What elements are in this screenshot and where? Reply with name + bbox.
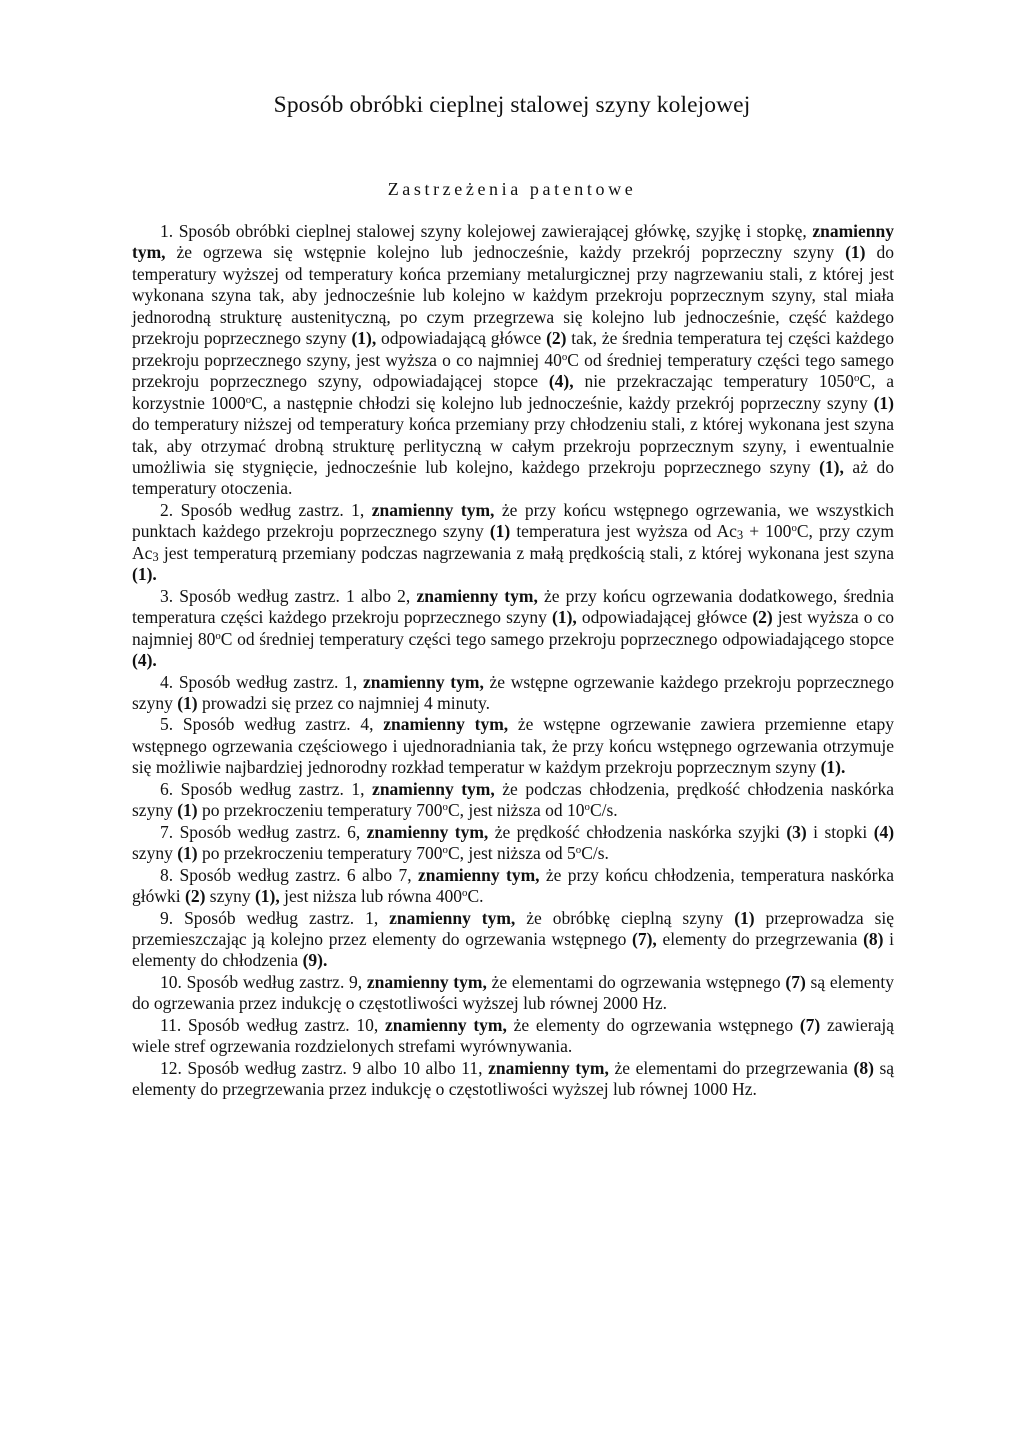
claim-text: C/s. [581,843,609,864]
reference-numeral: (4) [873,821,895,842]
claim-10 [132,972,894,1015]
claim-text: że przy końcu wstępnego ogrzewania, we wszystkich punktach każdego przekroju poprzecznego szyny [132,499,895,542]
claim-keyword: znamienny tym, [417,864,540,885]
claim-keyword: znamienny tym, [132,221,894,263]
reference-numeral: (1), [351,328,377,349]
claim-text: jest wyższa o co najmniej 80 [132,607,895,649]
claim-text: C, a następnie chłodzi się kolejno lub jednocześnie, każdy przekrój poprzeczny szyny [251,392,868,413]
claim-text: że wstępne ogrzewanie każdego przekroju poprzecznego szyny [132,671,894,713]
reference-numeral: (2) [185,886,206,907]
claim-text: po przekroczeniu temperatury 700 [201,800,443,821]
reference-numeral: (1) [873,392,894,413]
claim-text: Sposób według zastrz. 4, [182,714,374,735]
claim-text: C, jest niższa od 10 [447,800,585,821]
claim-text: jest temperaturą przemiany podczas nagrzewania z małą prędkością stali, z której wykonana jest szyna [163,542,895,563]
reference-numeral: (1) [845,242,866,263]
claim-7 [132,822,894,865]
reference-numeral: (1), [552,607,577,628]
claim-number: 6. [160,778,174,799]
reference-numeral: (7), [632,928,657,949]
claim-text: że elementy do ogrzewania wstępnego [513,1014,794,1035]
claim-keyword: znamienny tym, [372,778,495,799]
claim-text: do temperatury wyższej od temperatury końca przemiany metalurgicznej przy nagrzewaniu stali, z której jest wykonana szyna tak, aby jednocześnie lub kolejno w każdym przekroju poprzecznym szyny, stal miała jednorodną strukturę austenityczną, po czym przegrzewa się kolejno lub jednocześnie, część każdego przekroju poprzecznego szyny [132,242,894,349]
claim-text: odpowiadającej główce [581,607,748,628]
claims-list [132,221,894,1101]
claim-number: 10. [160,971,182,992]
claim-text: i stopki [813,821,868,842]
degree-mark: o [561,350,568,363]
degree-mark: o [442,801,448,814]
claim-text: C od średniej temperatury części tego samego przekroju poprzecznego odpowiadającego stopce [220,628,894,649]
claim-text: temperatura jest wyższa od Ac [516,521,737,542]
claim-text: C. [467,886,484,907]
claim-text: Sposób według zastrz. 1, [178,671,358,692]
claim-keyword: znamienny tym, [366,971,487,992]
claim-text: Sposób według zastrz. 9 albo 10 albo 11, [187,1057,483,1078]
claim-text: że przy końcu chłodzenia, temperatura naskórka główki [132,864,895,907]
claim-5 [132,714,894,778]
claim-8 [132,865,894,908]
reference-numeral: (1) [177,843,198,864]
reference-numeral: (1) [177,692,198,713]
claim-number: 9. [160,907,174,928]
reference-numeral: (1). [132,564,157,585]
claim-number: 3. [160,585,174,606]
claim-number: 5. [160,714,174,735]
reference-numeral: (2) [752,607,773,628]
reference-numeral: (7) [799,1014,821,1035]
claim-text: zawierają wiele stref ogrzewania rozdzielonych strefami wyrównywania. [132,1014,894,1057]
claim-number: 8. [160,864,174,885]
degree-mark: o [462,887,468,900]
claim-text: że podczas chłodzenia, prędkość chłodzenia naskórka szyny [132,778,895,821]
reference-numeral: (8) [863,928,884,949]
claim-keyword: znamienny tym, [371,499,495,520]
degree-mark: o [584,801,590,814]
reference-numeral: (3) [786,821,807,842]
claim-keyword: znamienny tym, [416,585,538,606]
reference-numeral: (1) [177,800,198,821]
reference-numeral: (1), [254,886,280,907]
claim-text: jest niższa lub równa 400 [284,886,463,907]
claim-text: C, jest niższa od 5 [447,843,576,864]
claim-text: odpowiadającą główce [381,328,542,349]
claim-text: Sposób według zastrz. 9, [186,971,363,992]
reference-numeral: (9). [302,950,328,971]
claim-text: są elementy do przegrzewania przez indukcję o częstotliwości wyższej lub równej 1000 Hz. [132,1057,895,1100]
claim-text: są elementy do ogrzewania przez indukcję o częstotliwości wyższej lub równej 2000 Hz. [132,971,894,1014]
claim-text: że wstępne ogrzewanie zawiera przemienne etapy wstępnego ogrzewania częściowego i ujednoradniania tak, że przy końcu wstępnego ogrzewania otrzymuje się możliwie najbardziej jednorodny rozkład temperatur w każdym przekroju poprzecznym szyny [132,714,895,778]
claim-text: że elementami do ogrzewania wstępnego [491,971,781,992]
claim-keyword: znamienny tym, [488,1057,609,1078]
claim-text: że prędkość chłodzenia naskórka szyjki [494,821,780,842]
claim-12 [132,1058,894,1101]
claim-number: 4. [160,671,174,692]
claim-text: że obróbkę cieplną szyny [526,907,724,928]
claim-1 [132,221,894,500]
claim-text: że ogrzewa się wstępnie kolejno lub jednocześnie, każdy przekrój poprzeczny szyny [176,242,835,263]
degree-mark: o [791,522,797,535]
claim-text: Sposób według zastrz. 6, [179,821,361,842]
degree-mark: o [215,629,221,642]
claim-text: C od średniej temperatury części tego samego przekroju poprzecznego szyny, odpowiadającej stopce [132,349,894,392]
reference-numeral: (4), [548,371,574,392]
claim-text: prowadzi się przez co najmniej 4 minuty. [201,692,490,713]
claim-text: Sposób według zastrz. 10, [187,1014,379,1035]
reference-numeral: (1) [734,907,755,928]
claim-text: po przekroczeniu temperatury 700 [201,843,443,864]
claim-text: Sposób według zastrz. 1 albo 2, [179,585,411,606]
claim-keyword: znamienny tym, [384,1014,507,1035]
claim-text: Sposób obróbki cieplnej stalowej szyny kolejowej zawierającej główkę, szyjkę i stopkę, [178,221,807,241]
reference-numeral: (1), [819,456,844,477]
claim-text: że przy końcu ogrzewania dodatkowego, średnia temperatura części każdego przekroju poprzecznego szyny [132,585,894,628]
claim-3 [132,586,894,672]
claim-2 [132,500,894,586]
claim-number: 12. [160,1057,182,1078]
claim-number: 1. [160,221,174,241]
claim-text: do temperatury niższej od temperatury końca przemiany przy chłodzeniu stali, z której wykonana jest szyna tak, aby otrzymać drobną strukturę perlityczną w całym przekroju poprzecznym szyny, i ewentualnie umożliwia się stygnięcie, jednocześnie lub kolejno, każdego przekroju poprzecznego szyny [132,414,894,477]
claim-text: elementy do przegrzewania [662,928,858,949]
claim-text: tak, że średnia temperatura tej części każdego przekroju poprzecznego szyny, jest wyższa o co najmniej 40 [132,328,894,370]
claim-11 [132,1015,894,1058]
claim-text: aż do temperatury otoczenia. [132,456,895,499]
degree-mark: o [575,844,582,857]
claim-9 [132,908,894,972]
reference-numeral: (2) [546,328,567,349]
section-heading: Zastrzeżenia patentowe [387,179,637,199]
claim-text: szyny [132,843,173,864]
claim-text: że elementami do przegrzewania [614,1057,848,1078]
reference-numeral: (7) [785,971,806,992]
reference-numeral: (4). [132,650,157,671]
claim-text: Sposób według zastrz. 6 albo 7, [179,864,412,885]
claim-text: i elementy do chłodzenia [132,928,895,971]
claim-text: C, a korzystnie 1000 [132,371,894,413]
claim-4 [132,672,894,715]
claim-text: C/s. [589,800,618,821]
claim-text: przeprowadza się przemieszczając ją kolejno przez elementy do ogrzewania wstępnego [132,907,895,949]
subscript: 3 [152,549,159,564]
claim-text: + 100 [749,521,792,542]
claim-number: 2. [160,499,174,520]
claim-keyword: znamienny tym, [362,671,484,692]
claim-text: C, przy czym Ac [132,521,895,563]
claim-number: 7. [160,821,174,842]
claim-text: Sposób według zastrz. 1, [180,499,365,520]
degree-mark: o [853,372,860,385]
claim-keyword: znamienny tym, [389,907,516,928]
claim-text: nie przekraczając temperatury 1050 [584,371,854,392]
page-title: Sposób obróbki cieplnej stalowej szyny kolejowej [273,92,751,118]
subscript: 3 [736,528,744,543]
claim-text: Sposób według zastrz. 1, [184,907,379,928]
claim-number: 11. [160,1014,182,1035]
claim-text: Sposób według zastrz. 1, [180,778,365,799]
claim-text: szyny [209,886,251,907]
degree-mark: o [245,393,252,406]
degree-mark: o [442,844,448,857]
claim-keyword: znamienny tym, [383,714,509,735]
reference-numeral: (1). [820,757,846,778]
reference-numeral: (1) [489,521,511,542]
claim-keyword: znamienny tym, [366,821,489,842]
claim-6 [132,779,894,822]
reference-numeral: (8) [853,1057,874,1078]
